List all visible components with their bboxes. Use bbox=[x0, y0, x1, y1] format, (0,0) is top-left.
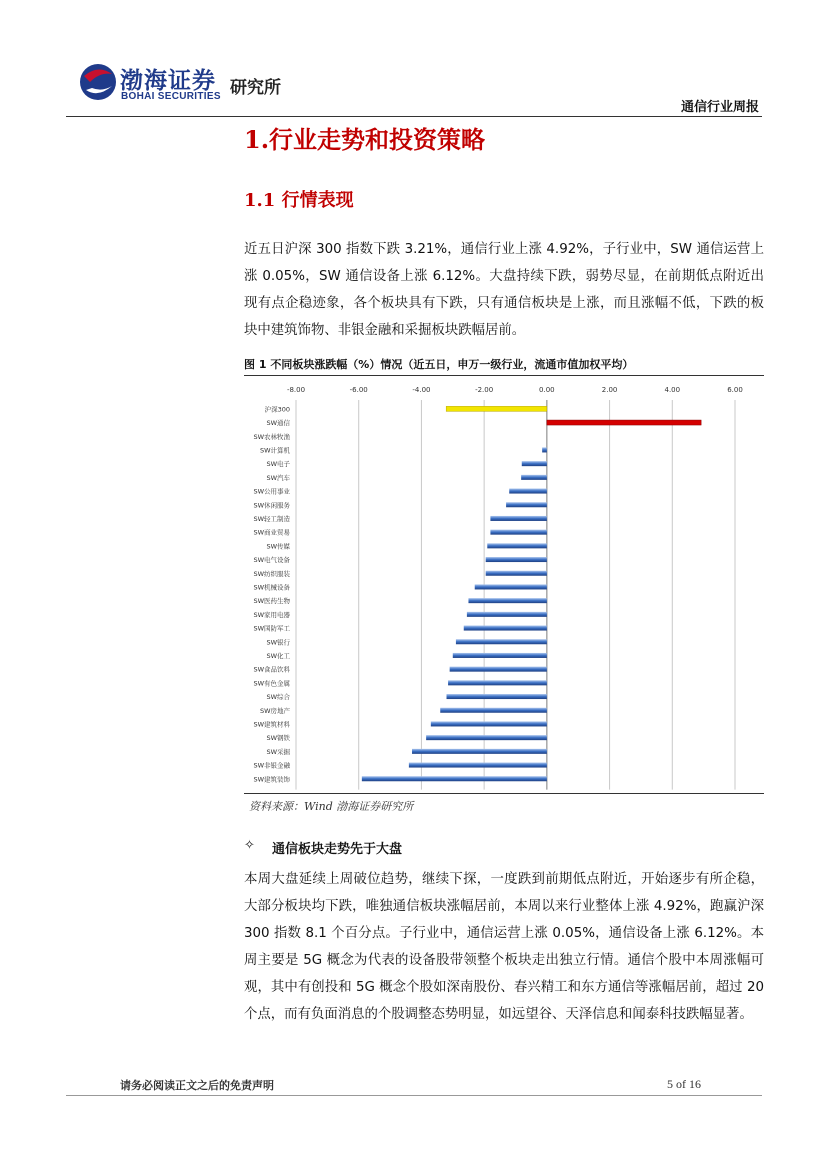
subsection-heading: 1.1 行情表现 bbox=[244, 190, 354, 211]
chart-x-tick-label: 6.00 bbox=[727, 386, 743, 394]
chart-x-tick-label: -8.00 bbox=[286, 386, 306, 394]
weekly-review-paragraph: 本周大盘延续上周破位趋势，继续下探，一度跌到前期低点附近，开始逐步有所企稳，大部分板块均下跌，唯独通信板块涨幅居前，本周以来行业整体上涨 4.92%，跑赢沪深 300 指数 8.1 个百分点。子行业中，通信运营上涨 0.05%，通信设备上涨 6.12%。本周主要是 5G 概念为代表的设备股带领整个板块走出独立行情。通信个股中本周涨幅可观，其中有创投和 5G 概念个股如深南股份、春兴精工和东方通信等涨幅居前，超过 20 个点，而有负面消息的个股调整态势明显，如远望谷、天泽信息和闻泰科技跌幅显著。 bbox=[244, 872, 764, 1022]
chart-bar bbox=[490, 516, 546, 521]
institute-label: 研究所 bbox=[230, 78, 281, 98]
chart-bar bbox=[412, 749, 547, 754]
chart-category-label: SW通信 bbox=[266, 419, 290, 428]
chart-x-tick-label: -6.00 bbox=[349, 386, 368, 394]
chart-bar bbox=[490, 530, 546, 535]
chart-bar bbox=[448, 680, 547, 685]
bullet-icon: ✧ bbox=[244, 838, 255, 853]
chart-category-label: SW食品饮料 bbox=[253, 665, 290, 674]
footer-divider bbox=[66, 1095, 762, 1096]
chart-category-label: SW农林牧渔 bbox=[253, 432, 290, 441]
chart-category-label: 沪深300 bbox=[264, 405, 290, 414]
figure-bottom-divider bbox=[244, 793, 764, 794]
chart-category-label: SW房地产 bbox=[259, 706, 290, 715]
header-divider bbox=[66, 116, 762, 117]
chart-bar bbox=[447, 694, 547, 699]
chart-bar bbox=[522, 461, 547, 466]
chart-bar bbox=[486, 557, 547, 562]
chart-x-tick-label: 2.00 bbox=[601, 386, 618, 394]
chart-bar bbox=[453, 653, 547, 658]
figure-source: 资料来源：Wind 渤海证券研究所 bbox=[249, 800, 414, 813]
chart-category-label: SW电气设备 bbox=[253, 556, 290, 565]
section-heading: 1.行业走势和投资策略 bbox=[244, 125, 486, 154]
chart-category-label: SW银行 bbox=[266, 638, 290, 647]
chart-category-label: SW建筑装饰 bbox=[253, 775, 290, 784]
chart-bar bbox=[440, 708, 547, 713]
figure-top-divider bbox=[244, 375, 764, 376]
chart-category-label: SW钢铁 bbox=[266, 734, 290, 743]
chart-x-tick-label: -2.00 bbox=[475, 386, 494, 394]
brand-name-en: BOHAI SECURITIES bbox=[121, 91, 221, 102]
chart-x-tick-label: -4.00 bbox=[412, 386, 431, 394]
chart-category-label: SW非银金融 bbox=[253, 761, 290, 770]
chart-x-tick-label: 0.00 bbox=[539, 386, 555, 394]
chart-category-label: SW机械设备 bbox=[253, 583, 290, 592]
chart-category-label: SW医药生物 bbox=[253, 597, 290, 606]
bullet-subheading: 通信板块走势先于大盘 bbox=[272, 842, 403, 857]
footer-disclaimer: 请务必阅读正文之后的免责声明 bbox=[120, 1079, 274, 1092]
chart-category-label: SW化工 bbox=[266, 651, 290, 660]
chart-category-label: SW采掘 bbox=[266, 747, 290, 756]
chart-category-label: SW纺织服装 bbox=[253, 569, 290, 578]
chart-category-label: SW轻工制造 bbox=[253, 514, 290, 523]
chart-bar bbox=[468, 598, 546, 603]
chart-bar bbox=[467, 612, 547, 617]
chart-category-label: SW汽车 bbox=[266, 473, 290, 482]
chart-bar bbox=[475, 584, 547, 589]
figure-caption: 图 1 不同板块涨跌幅（%）情况（近五日，申万一级行业，流通市值加权平均） bbox=[244, 358, 634, 371]
chart-category-label: SW公用事业 bbox=[253, 487, 290, 496]
chart-category-label: SW有色金属 bbox=[253, 679, 290, 688]
sector-change-bar-chart bbox=[244, 380, 764, 790]
chart-bar bbox=[450, 667, 547, 672]
page-number: 5 of 16 bbox=[667, 1077, 701, 1091]
chart-bar bbox=[547, 420, 701, 425]
chart-bar bbox=[426, 735, 547, 740]
chart-bar bbox=[446, 406, 547, 411]
chart-x-tick-label: 4.00 bbox=[664, 386, 681, 394]
chart-category-label: SW建筑材料 bbox=[253, 720, 290, 729]
chart-bar bbox=[409, 763, 547, 768]
chart-category-label: SW商业贸易 bbox=[253, 528, 290, 537]
chart-bar bbox=[431, 721, 547, 726]
brand-name-cn: 渤海证券 bbox=[120, 67, 216, 94]
chart-category-label: SW综合 bbox=[266, 693, 290, 702]
chart-category-label: SW电子 bbox=[266, 460, 290, 469]
chart-bar bbox=[362, 776, 547, 781]
chart-category-label: SW传媒 bbox=[266, 542, 290, 551]
report-type-label: 通信行业周报 bbox=[680, 100, 759, 115]
chart-category-label: SW国防军工 bbox=[253, 624, 290, 633]
market-performance-paragraph: 近五日沪深 300 指数下跌 3.21%，通信行业上涨 4.92%，子行业中，SW 通信运营上涨 0.05%，SW 通信设备上涨 6.12%。大盘持续下跌，弱势尽显，在前期低点附近出现有点企稳迹象，各个板块具有下跌，只有通信板块是上涨，而且涨幅不低，下跌的板块中建筑饰物、非银金融和采掘板块跌幅居前。 bbox=[244, 242, 764, 338]
chart-bar bbox=[509, 489, 547, 494]
chart-category-label: SW家用电器 bbox=[253, 610, 290, 619]
chart-bar bbox=[487, 543, 547, 548]
chart-bar bbox=[542, 447, 547, 452]
chart-category-label: SW休闲服务 bbox=[253, 501, 290, 510]
chart-bar bbox=[486, 571, 547, 576]
chart-bar bbox=[464, 626, 547, 631]
chart-category-label: SW计算机 bbox=[259, 446, 290, 455]
bohai-logo-icon bbox=[78, 62, 118, 102]
chart-bar bbox=[506, 502, 547, 507]
chart-bar bbox=[521, 475, 547, 480]
chart-bar bbox=[456, 639, 547, 644]
